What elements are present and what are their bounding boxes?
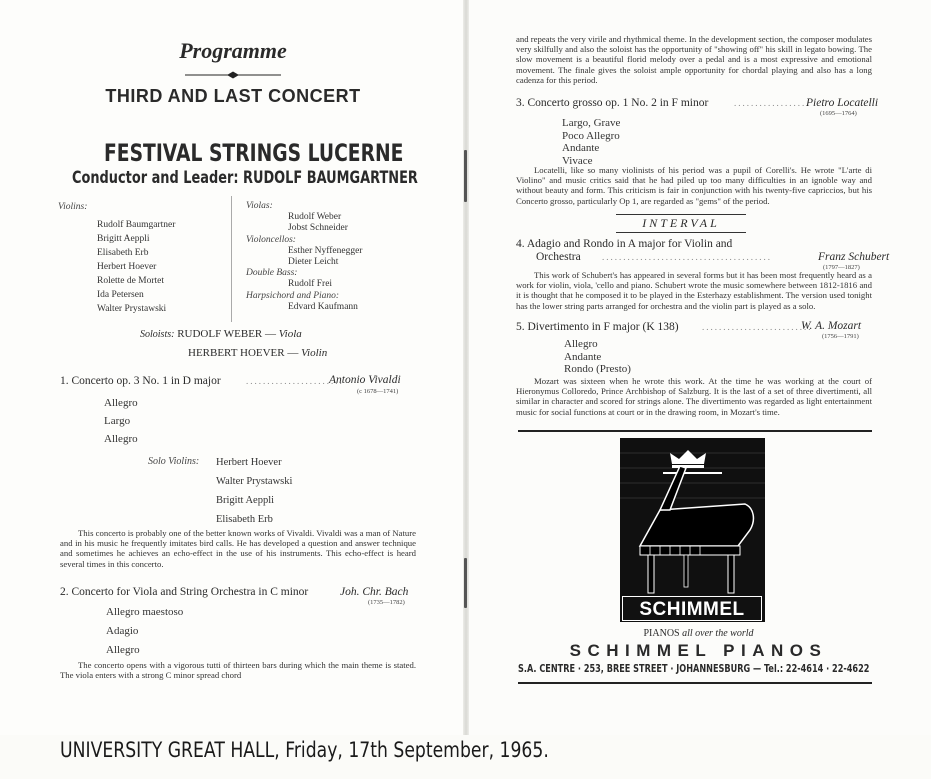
violin-player: Elisabeth Erb [97, 248, 149, 258]
programme-note: Locatelli, like so many violinists of his period was a pupil of Corelli's. He wrote "L'arte di Violino" and music critics said that he had piled up too many difficulties in an ignoble way and without beauty and form. This criticism is fair in conjunction with his twenty-five capriccios, but his Concerto grosso, particularly Op 1, are regarded as "gems" of the period. [516, 165, 872, 206]
advert-address: S.A. CENTRE · 253, BREE STREET · JOHANNESBURG — Tel.: 22-4614 · 22-4622 [518, 662, 870, 675]
piece-title: 4. Adagio and Rondo in A major for Violin and [516, 238, 733, 250]
ornament-divider-icon [183, 71, 283, 79]
grand-piano-icon [620, 438, 765, 622]
interval-banner: INTERVAL [616, 214, 746, 233]
advert-image [620, 438, 765, 622]
harpsichord-player: Edvard Kaufmann [288, 301, 358, 312]
programme-note: This concerto is probably one of the better known works of Vivaldi. Vivaldi was a man of Nature and in his music he frequently imitates bird calls. He has developed a question and answer technique and sometimes he achieves an echo-effect in the use of his instruments. This echo-effect is heard several times in this concerto. [60, 528, 416, 569]
composer-name: Joh. Chr. Bach [340, 586, 409, 598]
movement: Largo, Grave [562, 117, 621, 129]
roster-divider [231, 196, 232, 322]
brand-name: SCHIMMEL PIANOS [569, 641, 828, 660]
brand-logo-box: SCHIMMEL [622, 596, 762, 621]
soloist-instrument: Viola [278, 328, 302, 340]
violas-label: Violas: [246, 201, 273, 211]
soloists-label: Soloists: [140, 329, 175, 340]
composer-name: W. A. Mozart [801, 320, 862, 332]
composer-name: Franz Schubert [818, 251, 890, 263]
solo-violinist: Walter Prystawski [216, 476, 293, 487]
programme-note: The concerto opens with a vigorous tutti of thirteen bars during which the main theme is stated. The viola enters with a strong C minor spread chord [60, 660, 416, 681]
conductor-label: Conductor and Leader: [72, 168, 239, 188]
composer-dates: (1756—1791) [822, 333, 859, 340]
violin-player: Herbert Hoever [97, 262, 157, 272]
conductor-name: RUDOLF BAUMGARTNER [243, 168, 418, 188]
solo-violinist: Brigitt Aeppli [216, 495, 275, 506]
venue-date-footer: UNIVERSITY GREAT HALL, Friday, 17th September, 1965. [60, 738, 549, 762]
advert-tagline [466, 628, 931, 639]
composer-name: Antonio Vivaldi [329, 374, 401, 386]
staple-bottom [464, 558, 467, 608]
advert-top-rule [518, 430, 872, 432]
movement: Poco Allegro [562, 129, 620, 142]
composer-dates: (1735—1782) [368, 599, 405, 606]
left-page [0, 0, 466, 735]
movement: Allegro [564, 338, 598, 350]
viola-player: Rudolf Weber [288, 212, 342, 223]
solo-violins-label: Solo Violins: [148, 456, 200, 467]
soloists-block: Soloists: RUDOLF WEBER — Viola HERBERT HOEVER — Violin [140, 328, 328, 359]
ensemble-name: FESTIVAL STRINGS LUCERNE [104, 139, 404, 167]
staple-top [464, 150, 467, 202]
cellos-label: Violoncellos: [246, 234, 296, 245]
bass-label: Double Bass: [246, 268, 298, 279]
tagline-rest: all over the world [682, 628, 754, 639]
soloist-name: HERBERT HOEVER [188, 347, 285, 359]
violin-player: Walter Prystawski [97, 304, 167, 314]
concert-title: THIRD AND LAST CONCERT [105, 86, 361, 106]
piece-title: 2. Concerto for Viola and String Orchestra in C minor [60, 586, 309, 598]
movements-list [106, 603, 183, 660]
programme-note-continued: and repeats the very virile and rhythmical theme. In the development section, the composer modulates very skilfully and also the soloist has the opportunity of "showing off" his skill in legato bowing. The slow movement is a beautiful florid melody over a pedal and is a most expressive and emotional movement. The finale gives the soloist ample opportunity for chordal playing and also has a long cadenza for this period. [516, 34, 872, 85]
leader-dots: .................. [734, 98, 811, 108]
soloist-instrument: Violin [301, 347, 328, 359]
composer-dates: (1695—1764) [820, 110, 857, 117]
conductor-line [72, 168, 418, 188]
piece-title: 1. Concerto op. 3 No. 1 in D major [60, 375, 221, 387]
violin-player: Ida Petersen [97, 290, 144, 300]
leader-dots: .......................... [702, 322, 813, 332]
movement: Allegro [104, 433, 138, 445]
movement: Andante [564, 350, 602, 363]
soloist-name: RUDOLF WEBER [177, 328, 263, 340]
violin-player: Rudolf Baumgartner [97, 220, 176, 230]
page-gutter [463, 0, 469, 735]
violins-label: Violins: [58, 202, 88, 212]
movements-list [562, 117, 620, 167]
movement: Vivace [562, 154, 593, 167]
composer-dates: (1797—1827) [823, 264, 860, 271]
other-strings-list [246, 201, 362, 313]
violin-player: Rolette de Mortet [97, 276, 165, 286]
piece-title-continued: Orchestra [536, 251, 581, 263]
solo-violins-list [216, 453, 292, 529]
movements-list [564, 338, 631, 376]
cello-player: Esther Nyffenegger [288, 245, 363, 256]
leader-dots: ....................... [246, 376, 344, 386]
right-page [466, 0, 931, 735]
piece-title: 3. Concerto grosso op. 1 No. 2 in F minor [516, 97, 709, 109]
movement: Allegro [104, 397, 138, 409]
movement: Allegro maestoso [106, 606, 184, 618]
cello-player: Dieter Leicht [288, 257, 339, 268]
movement: Largo [104, 415, 131, 427]
movement: Rondo (Presto) [564, 363, 631, 375]
piece-title: 5. Divertimento in F major (K 138) [516, 321, 679, 333]
composer-dates: (c 1678—1741) [357, 388, 399, 395]
violins-list [97, 218, 175, 316]
bass-player: Rudolf Frei [288, 279, 333, 290]
movement: Allegro [106, 644, 140, 656]
solo-violinist: Elisabeth Erb [216, 514, 273, 525]
movements-list [104, 394, 138, 448]
programme-note: Mozart was sixteen when he wrote this work. At the time he was working at the court of Hieronymus Colloredo, Prince Archbishop of Salzburg. It is the last of a set of three divertimenti, all similar in character and scored for strings alone. The divertimento was regarded as light entertainment music for social functions at court or in the drawing room, in Mozart's time. [516, 376, 872, 417]
programme-note: This work of Schubert's has appeared in several forms but it has been most frequently heard as a work for violin, viola, 'cello and piano. Schubert wrote the music somewhere between 1812-1816 and it is thought that he composed it to be played in the Esterhazy establishment. The version used tonight has the lower string parts arranged for orchestra and the violin part is played as a solo. [516, 270, 872, 311]
harpsichord-label: Harpsichord and Piano: [246, 290, 340, 301]
movement: Adagio [106, 625, 139, 637]
solo-violinist: Herbert Hoever [216, 457, 282, 468]
tagline-prefix: PIANOS [643, 628, 680, 639]
violin-player: Brigitt Aeppli [97, 234, 150, 244]
movement: Andante [562, 142, 600, 154]
viola-player: Jobst Schneider [288, 223, 348, 234]
advert-bottom-rule [518, 682, 872, 684]
programme-heading: Programme [179, 38, 287, 63]
composer-name: Pietro Locatelli [806, 97, 879, 109]
leader-dots: ........................................ [602, 252, 772, 262]
